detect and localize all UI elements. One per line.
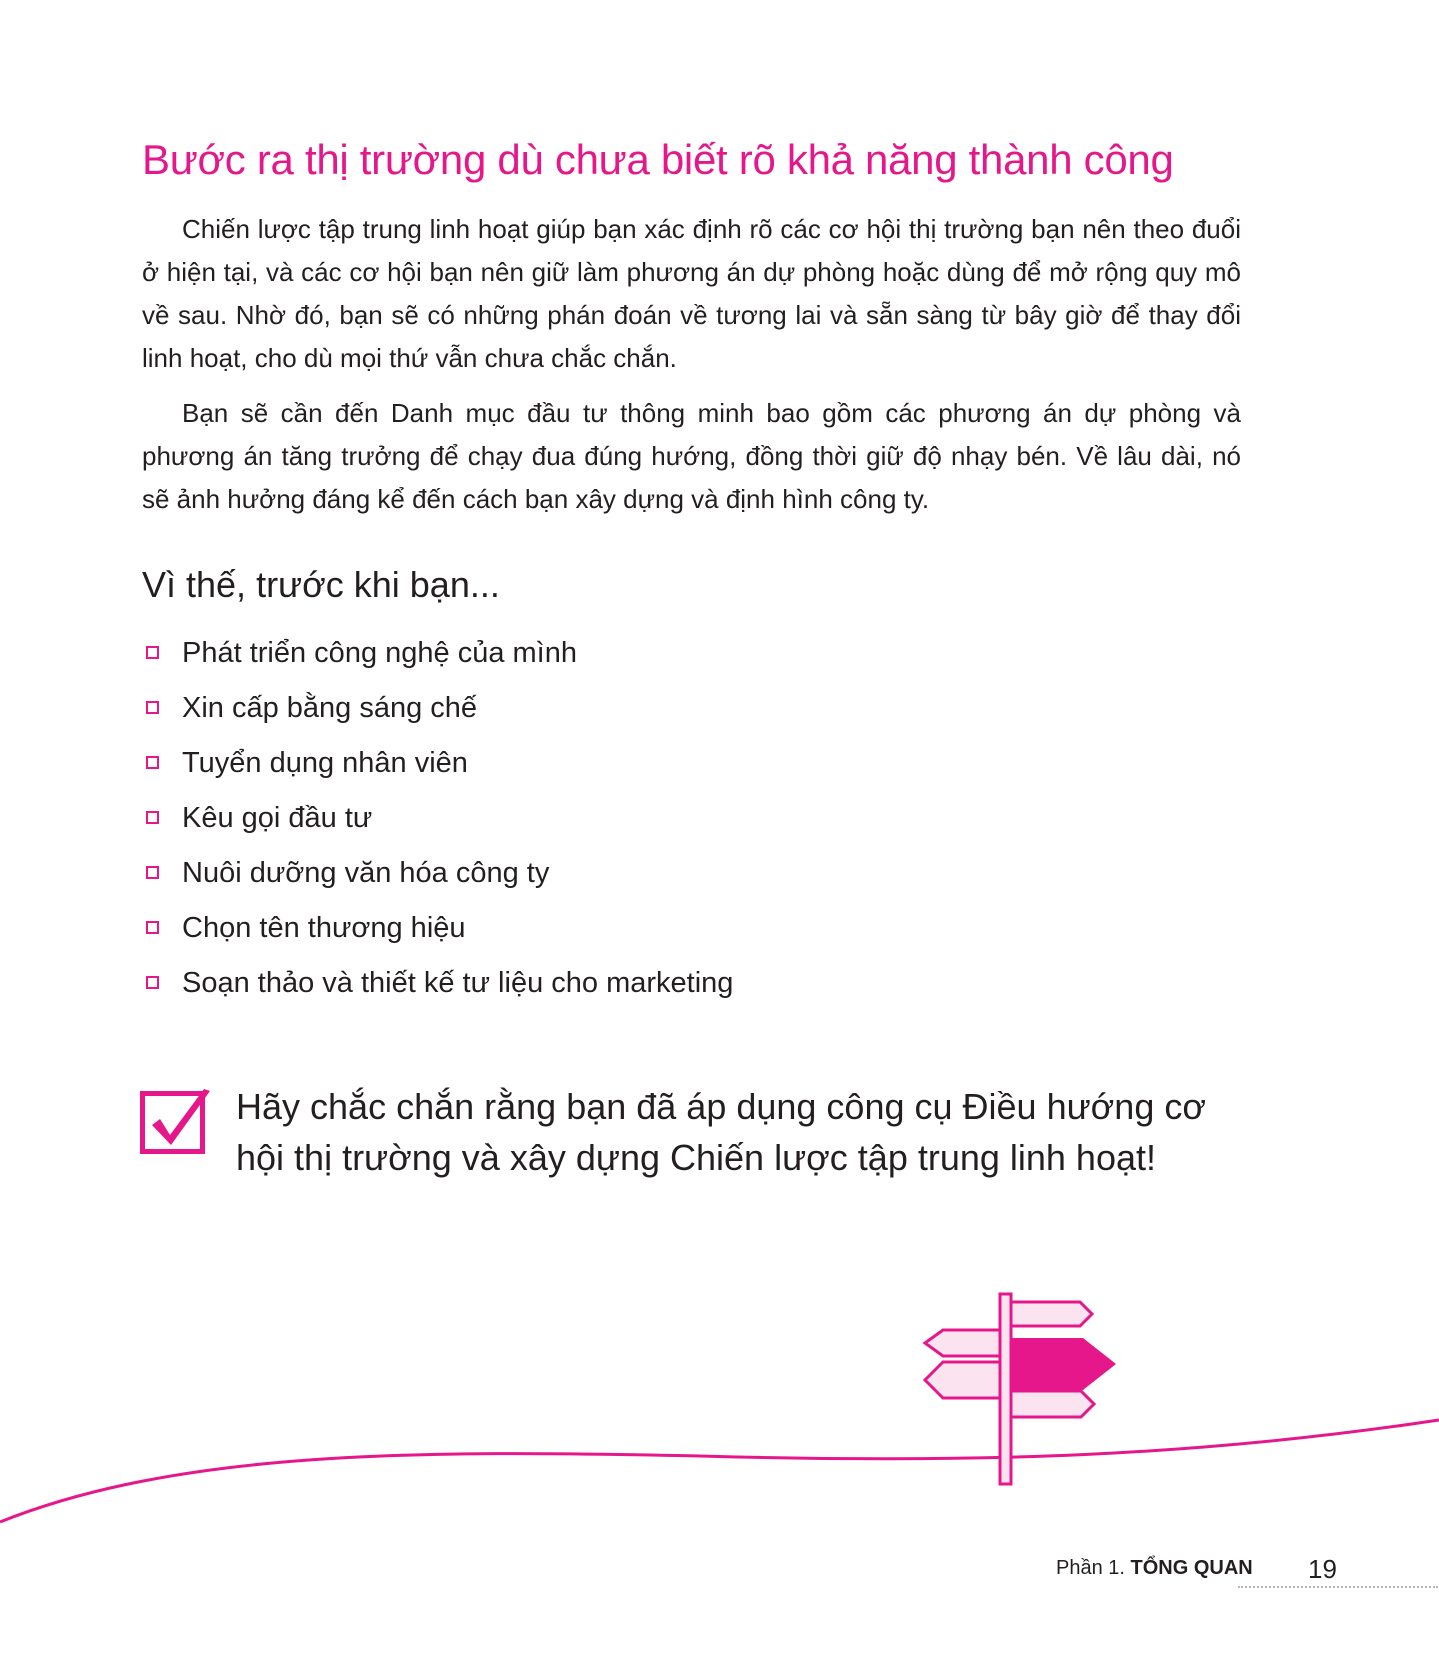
checklist-item-label: Nuôi dưỡng văn hóa công ty (182, 856, 550, 889)
checklist-item (142, 680, 733, 735)
checklist-item-label: Tuyển dụng nhân viên (182, 746, 468, 779)
checklist-heading: Vì thế, trước khi bạn... (142, 564, 500, 605)
checklist-item-label: Chọn tên thương hiệu (182, 911, 466, 944)
checklist-item-label: Soạn thảo và thiết kế tư liệu cho marketing (182, 966, 734, 999)
footer-section-prefix: Phần 1. (1056, 1557, 1125, 1579)
empty-checkbox-icon (146, 921, 159, 934)
checklist-item (142, 900, 733, 955)
signpost-illustration (0, 1280, 1439, 1550)
checklist-item-label: Phát triển công nghệ của mình (182, 636, 577, 669)
empty-checkbox-icon (146, 976, 159, 989)
page-heading: Bước ra thị trường dù chưa biết rõ khả năng thành công (142, 136, 1174, 183)
page-number: 19 (1308, 1554, 1337, 1584)
empty-checkbox-icon (146, 756, 159, 769)
sign-left-lower (925, 1362, 1005, 1398)
checked-box-icon (140, 1085, 216, 1157)
checklist-item (142, 735, 733, 790)
checklist-item-label: Xin cấp bằng sáng chế (182, 691, 478, 724)
checklist-item (142, 955, 733, 1010)
signpost-pole (1000, 1294, 1011, 1484)
sign-right-lower (1006, 1391, 1094, 1417)
empty-checkbox-icon (146, 811, 159, 824)
footer-dotted-rule (1238, 1586, 1438, 1588)
paragraph-2: Bạn sẽ cần đến Danh mục đầu tư thông minh bao gồm các phương án dự phòng và phương án tăng trưởng để chạy đua đúng hướng, đồng thời giữ độ nhạy bén. Về lâu dài, nó sẽ ảnh hưởng đáng kể đến cách bạn xây dựng và định hình công ty. (142, 398, 1241, 514)
checklist (142, 625, 733, 1010)
checklist-item (142, 790, 733, 845)
checklist-item (142, 845, 733, 900)
sign-small-top (1006, 1302, 1092, 1326)
ground-curve (0, 1420, 1439, 1522)
footer-section-label (1056, 1555, 1253, 1581)
empty-checkbox-icon (146, 866, 159, 879)
sign-left-upper (925, 1330, 1005, 1356)
checklist-item (142, 625, 733, 680)
empty-checkbox-icon (146, 701, 159, 714)
checklist-item-label: Kêu gọi đầu tư (182, 801, 373, 834)
callout-text: Hãy chắc chắn rằng bạn đã áp dụng công cụ Điều hướng cơ hội thị trường và xây dựng Chiến lược tập trung linh hoạt! (236, 1086, 1206, 1178)
paragraph-1: Chiến lược tập trung linh hoạt giúp bạn xác định rõ các cơ hội thị trường bạn nên theo đuổi ở hiện tại, và các cơ hội bạn nên giữ làm phương án dự phòng hoặc dùng để mở rộng quy mô về sau. Nhờ đó, bạn sẽ có những phán đoán về tương lai và sẵn sàng từ bây giờ để thay đổi linh hoạt, cho dù mọi thứ vẫn chưa chắc chắn. (142, 214, 1241, 373)
footer-section-title: TỔNG QUAN (1130, 1557, 1253, 1579)
sign-right-arrow (1006, 1338, 1116, 1390)
empty-checkbox-icon (146, 646, 159, 659)
